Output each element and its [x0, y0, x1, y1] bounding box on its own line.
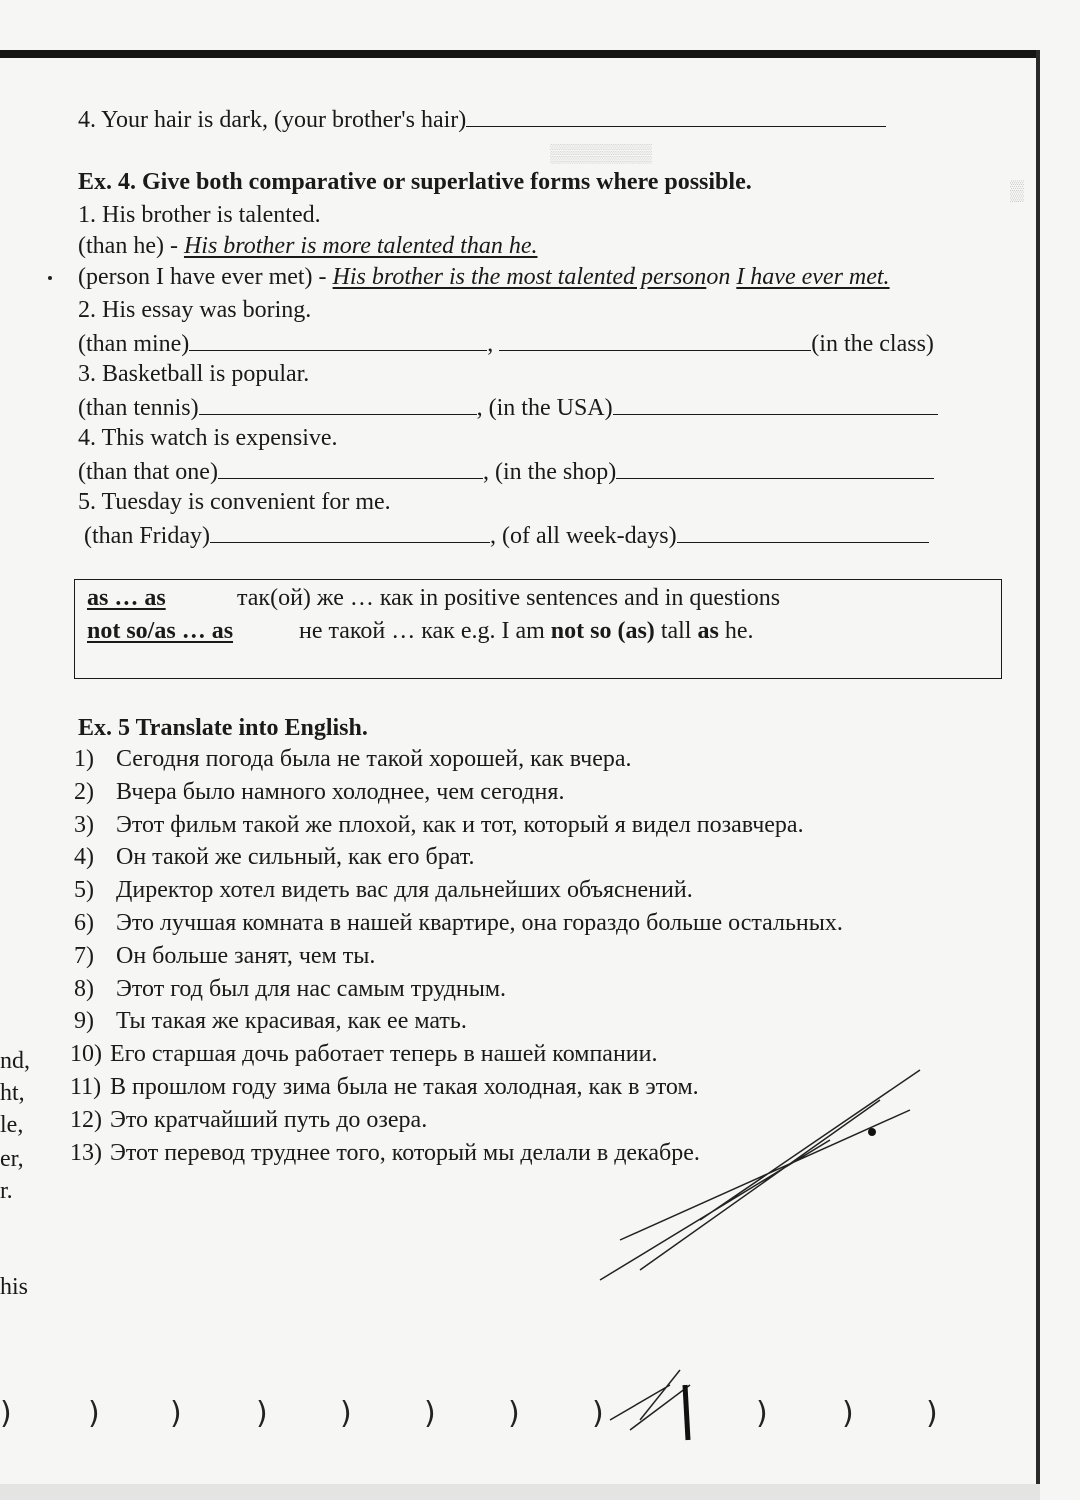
- example-answer-comparative: His brother is more talented than he.: [183, 233, 538, 259]
- ex4-item-4: 4. This watch is expensive.: [78, 425, 338, 451]
- ex4-item-1: 1. His brother is talented.: [78, 202, 321, 228]
- ex5-item-1: [74, 745, 632, 773]
- binding-mark: ): [592, 1396, 604, 1431]
- answer-blank: [613, 392, 938, 415]
- item-sentence: В прошлом году зима была не такая холодная, как в этом.: [110, 1074, 699, 1100]
- item-number: 9): [74, 1008, 94, 1034]
- answer-blank: [210, 520, 490, 543]
- item-number: 11): [70, 1074, 102, 1100]
- margin-fragment: his: [0, 1274, 29, 1300]
- item-number: 1): [74, 746, 94, 772]
- ex5-item-2: [74, 778, 564, 806]
- item-sentence: Ты такая же красивая, как ее мать.: [116, 1008, 467, 1034]
- answer-blank: [616, 456, 934, 479]
- binding-mark: ): [340, 1396, 352, 1431]
- answer-blank: [189, 328, 487, 351]
- binding-mark: ): [88, 1396, 100, 1431]
- ex5-item-7: [74, 942, 375, 970]
- ex5-item-6: [74, 909, 843, 937]
- page-top-edge: [0, 50, 1040, 58]
- item-4-your-hair: 4. Your hair is dark, (your brother's hair): [78, 104, 886, 134]
- margin-fragment: le,: [0, 1112, 24, 1138]
- stray-dot: [48, 276, 52, 280]
- item-number: 12): [70, 1107, 102, 1133]
- binding-mark: ): [842, 1396, 854, 1431]
- bleed-through-margin: ▒: [1010, 180, 1025, 202]
- ex5-item-9: [74, 1007, 467, 1035]
- answer-blank: [677, 520, 929, 543]
- binding-mark: ): [926, 1396, 938, 1431]
- item-sentence: Этот фильм такой же плохой, как и тот, который я видел позавчера.: [116, 812, 804, 838]
- answer-blank: [199, 392, 477, 415]
- answer-blank: [218, 456, 483, 479]
- example-answer-superlative: His brother is the most talented person: [332, 264, 707, 290]
- binding-mark: ): [508, 1396, 520, 1431]
- item-sentence: Сегодня погода была не такой хорошей, как вчера.: [116, 746, 632, 772]
- ex5-item-5: [74, 876, 693, 904]
- ex4-item-1-comparative: (than he) - His brother is more talented than he.: [78, 233, 538, 259]
- item-number: 8): [74, 976, 94, 1002]
- item-sentence: Этот перевод труднее того, который мы делали в декабре.: [110, 1140, 700, 1166]
- ex5-item-4: [74, 843, 474, 871]
- binding-mark: ): [756, 1396, 768, 1431]
- item-sentence: Этот год был для нас самым трудным.: [116, 976, 507, 1002]
- rule-key-not-so-as: not so/as … as: [87, 618, 234, 644]
- binding-mark: ): [0, 1396, 12, 1431]
- item-number: 13): [70, 1140, 102, 1166]
- grammar-rule-box: [74, 579, 1002, 679]
- item-sentence: Его старшая дочь работает теперь в нашей компании.: [110, 1041, 658, 1067]
- margin-fragment: nd,: [0, 1048, 30, 1074]
- margin-fragment: ht,: [0, 1080, 25, 1106]
- margin-fragment: er,: [0, 1146, 24, 1172]
- ex5-heading: Ex. 5 Translate into English.: [78, 715, 368, 741]
- binding-mark: ): [424, 1396, 436, 1431]
- ex4-item-5-answers: (than Friday) , (of all week-days): [84, 520, 929, 550]
- item-sentence: Он такой же сильный, как его брат.: [116, 844, 475, 870]
- ex4-item-2: 2. His essay was boring.: [78, 297, 312, 323]
- item-sentence: Директор хотел видеть вас для дальнейших объяснений.: [116, 877, 693, 903]
- item-number: 7): [74, 943, 94, 969]
- binding-mark: ): [256, 1396, 268, 1431]
- ex4-item-2-answers: (than mine) , (in the class): [78, 328, 934, 358]
- page-bottom-strip: [0, 1484, 1040, 1500]
- ex5-item-12: [70, 1106, 427, 1134]
- rule-row-not-so-as: not so/as … as не такой … как e.g. I am not so (as) tall as he.: [87, 618, 754, 644]
- ex5-item-3: [74, 811, 804, 839]
- rule-key-as-as: as … as: [87, 585, 166, 611]
- ex4-item-5: 5. Tuesday is convenient for me.: [78, 489, 391, 515]
- ex4-item-1-superlative: (person I have ever met) - His brother is the most talented personon I have ever met.: [78, 264, 890, 290]
- item-number: 5): [74, 877, 94, 903]
- item-number: 6): [74, 910, 94, 936]
- item-sentence: Он больше занят, чем ты.: [116, 943, 376, 969]
- item-number: 4): [74, 844, 94, 870]
- ex5-item-10: [70, 1040, 657, 1068]
- item-sentence: Это лучшая комната в нашей квартире, она гораздо больше остальных.: [116, 910, 843, 936]
- answer-blank: [499, 328, 811, 351]
- answer-blank: [466, 104, 886, 127]
- binding-mark: ): [170, 1396, 182, 1431]
- item-number: 3): [74, 812, 94, 838]
- item-sentence: Вчера было намного холоднее, чем сегодня.: [116, 779, 565, 805]
- item-number: 10): [70, 1041, 102, 1067]
- ex4-item-3-answers: (than tennis) , (in the USA): [78, 392, 938, 422]
- ex4-item-4-answers: (than that one) , (in the shop): [78, 456, 934, 486]
- ex5-item-8: [74, 975, 506, 1003]
- item-sentence: Это кратчайший путь до озера.: [110, 1107, 428, 1133]
- rule-row-as-as: as … as так(ой) же … как in positive sentences and in questions: [87, 585, 781, 611]
- ex4-heading: Ex. 4. Give both comparative or superlative forms where possible.: [78, 169, 752, 195]
- page-right-edge: [1036, 50, 1040, 1500]
- margin-fragment: r.: [0, 1178, 13, 1204]
- bleed-through-text: ▒▒▒▒▒▒▒▒: [550, 143, 653, 163]
- ex4-item-3: 3. Basketball is popular.: [78, 361, 310, 387]
- item-number: 2): [74, 779, 94, 805]
